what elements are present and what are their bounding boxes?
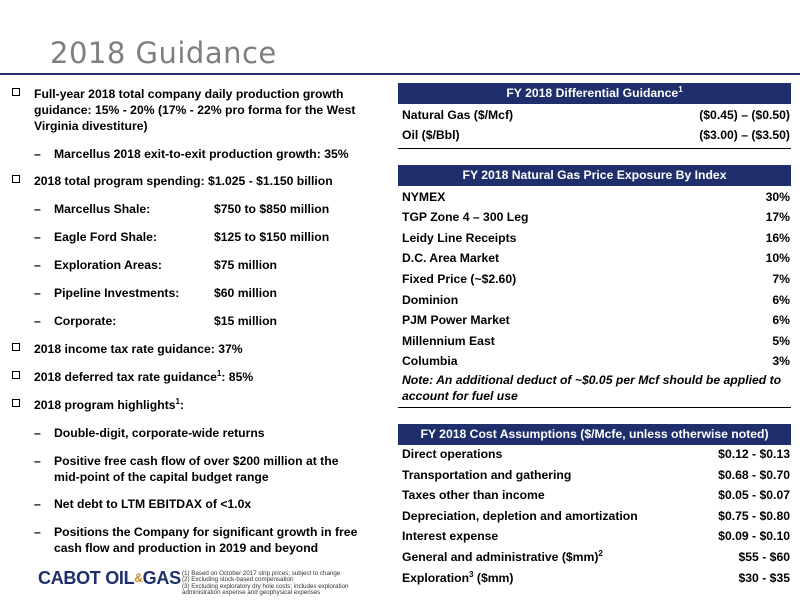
checkbox-bullet-icon bbox=[12, 88, 20, 96]
differential-table-header: FY 2018 Differential Guidance$^1$ bbox=[398, 83, 791, 104]
table-row: Natural Gas ($/Mcf) ($0.45) – ($0.50) bbox=[402, 108, 790, 122]
page-title: 2018 Guidance bbox=[50, 36, 277, 70]
checkbox-bullet-icon bbox=[12, 175, 20, 183]
table-row: Taxes other than income $0.05 - $0.07 bbox=[402, 488, 790, 502]
table-row: Oil ($/Bbl) ($3.00) – ($3.50) bbox=[402, 128, 790, 142]
fuel-use-note: Note: An additional deduct of ~$0.05 per Mcf should be applied to account for fuel use bbox=[402, 373, 782, 403]
table-divider bbox=[398, 407, 791, 408]
table-row: D.C. Area Market 10% bbox=[402, 251, 790, 265]
checkbox-bullet-icon bbox=[12, 343, 20, 351]
highlight-item: – Double-digit, corporate-wide returns bbox=[34, 426, 265, 440]
table-row: Leidy Line Receipts 16% bbox=[402, 231, 790, 245]
checkbox-bullet-icon bbox=[12, 399, 20, 407]
exposure-table-header: FY 2018 Natural Gas Price Exposure By Index bbox=[398, 165, 791, 186]
bullet-income-tax: 2018 income tax rate guidance: 37% bbox=[12, 341, 364, 357]
table-row: Direct operations $0.12 - $0.13 bbox=[402, 447, 790, 461]
bullet-program-spending: 2018 total program spending: $1.025 - $1.150 billion bbox=[12, 173, 364, 189]
table-row: Millennium East 5% bbox=[402, 334, 790, 348]
table-row: Dominion 6% bbox=[402, 293, 790, 307]
table-row: Columbia 3% bbox=[402, 354, 790, 368]
table-row: Depreciation, depletion and amortization $0.75 - $0.80 bbox=[402, 509, 790, 523]
sub-bullet-marcellus-growth: – Marcellus 2018 exit-to-exit production growth: 35% bbox=[34, 147, 349, 161]
table-row: NYMEX 30% bbox=[402, 190, 790, 204]
table-row: PJM Power Market 6% bbox=[402, 313, 790, 327]
highlight-item: – Net debt to LTM EBITDAX of <1.0x bbox=[34, 497, 252, 511]
bullet-program-highlights: 2018 program highlights$^1$: bbox=[12, 397, 364, 413]
bullet-deferred-tax: 2018 deferred tax rate guidance$^1$: 85% bbox=[12, 369, 364, 385]
table-row: Exploration$^3$ ($mm) $30 - $35 bbox=[402, 569, 790, 585]
spending-item: – Pipeline Investments: $60 million bbox=[34, 286, 277, 300]
table-row: Fixed Price (~$2.60) 7% bbox=[402, 272, 790, 286]
spending-item: – Corporate: $15 million bbox=[34, 314, 277, 328]
spending-item: – Exploration Areas: $75 million bbox=[34, 258, 277, 272]
highlight-item: – Positions the Company for significant growth in free cash flow and production in 2019 and beyond bbox=[34, 525, 358, 555]
table-row: Transportation and gathering $0.68 - $0.70 bbox=[402, 468, 790, 482]
highlight-item: – Positive free cash flow of over $200 million at the mid-point of the capital budget range bbox=[34, 454, 339, 484]
title-rule bbox=[0, 73, 800, 75]
table-row: Interest expense $0.09 - $0.10 bbox=[402, 529, 790, 543]
spending-item: – Marcellus Shale: $750 to $850 million bbox=[34, 202, 330, 216]
footnotes: (1) Based on October 2017 strip prices; subject to change (2) Excluding stock-based compensation (3) Excluding exploratory dry hole costs; includes exploration administration expense and geophysical expenses bbox=[182, 570, 349, 596]
bullet-production: Full-year 2018 total company daily production growth guidance: 15% - 20% (17% - 22% pro forma for the West Virginia divestiture) bbox=[12, 86, 364, 134]
checkbox-bullet-icon bbox=[12, 371, 20, 379]
spending-item: – Eagle Ford Shale: $125 to $150 million bbox=[34, 230, 330, 244]
table-row: TGP Zone 4 – 300 Leg 17% bbox=[402, 210, 790, 224]
table-divider bbox=[398, 148, 791, 149]
table-row: General and administrative ($mm)$^2$ $55 - $60 bbox=[402, 548, 790, 564]
cabot-logo: CABOT OIL&GAS bbox=[38, 568, 181, 588]
costs-table-header: FY 2018 Cost Assumptions ($/Mcfe, unless otherwise noted) bbox=[398, 424, 791, 445]
